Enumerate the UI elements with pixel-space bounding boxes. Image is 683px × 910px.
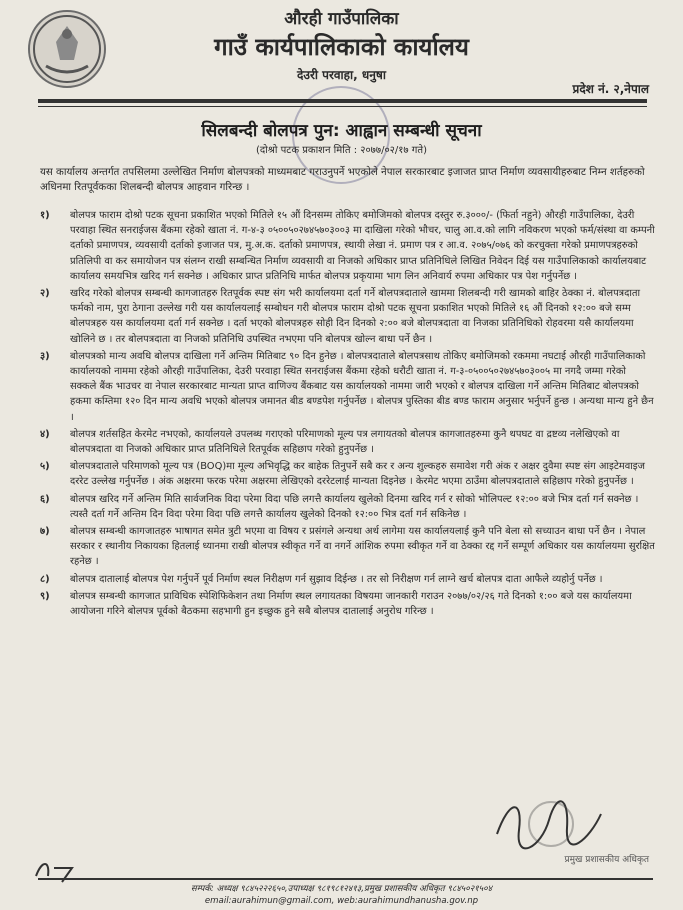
item-text: बोलपत्र शर्तसहित केरमेट नभएको, कार्यालयले उपलब्ध गराएको परिमाणको मूल्य पत्र लगायतको बोलपत्र कागजातहरुमा कुनै थपघट वा द्रष्टव्य नलेखिएको वा बोलपत्रदाता वा निजको अधिकार प्राप्त प्रतिनिधिले रितपूर्वक सहिछाप गरेको हुनुपर्नेछ । <box>70 428 620 456</box>
header-rule-thin <box>38 106 647 107</box>
item-number: ९) <box>40 590 50 602</box>
footer-web: email:aurahimun@gmail.com, web:aurahimundhanusha.gov.np <box>204 896 479 906</box>
item-number: २) <box>40 288 50 300</box>
notice-title: सिलबन्दी बोलपत्र पुन: आह्वान सम्बन्धी सूचना <box>201 121 482 141</box>
item-number: ५) <box>40 461 50 473</box>
signatory-title: प्रमुख प्रशासकीय अधिकृत <box>564 855 649 865</box>
item-number: ८) <box>40 573 50 585</box>
list-item <box>40 492 655 522</box>
item-number: ३) <box>40 350 50 362</box>
office-name: गाउँ कार्यपालिकाको कार्यालय <box>214 33 469 61</box>
list-item <box>40 572 655 587</box>
list-item <box>40 589 655 619</box>
footer-rule <box>38 878 653 880</box>
signature-scribble <box>489 790 609 852</box>
list-item <box>40 524 655 570</box>
office-address: देउरी परवाहा, धनुषा <box>297 68 386 82</box>
municipality-name: औरही गाउँपालिका <box>284 9 399 29</box>
item-number: ४) <box>40 428 50 440</box>
item-text: बोलपत्र दातालाई बोलपत्र पेश गर्नुपर्ने पूर्व निर्माण स्थल निरीक्षण गर्न सुझाव दिईन्छ । तर सो निरीक्षण गर्न लाग्ने खर्च बोलपत्र दाता आफैले व्यहोर्नु पर्नेछ । <box>70 573 603 585</box>
header-rule-thick <box>38 99 647 103</box>
conditions-list <box>40 208 655 621</box>
list-item <box>40 459 655 489</box>
province-label: प्रदेश नं. २,नेपाल <box>572 82 649 96</box>
list-item <box>40 286 655 347</box>
item-number: ६) <box>40 493 50 505</box>
item-text: बोलपत्र सम्बन्धी कागजात प्राविधिक स्पेशिफिकेशन तथा निर्माण स्थल लगायतका विषयमा जानकारी गराउन २०७७/०२/२६ गते दिनको १:०० बजे यस कार्यालयमा आयोजना गरिने बोलपत्र पूर्वको बैठकमा सहभागी हुन इच्छुक हुने सबै बोलपत्र दातालाई अनुरोध गरिन्छ । <box>70 590 632 618</box>
footer-contact <box>0 883 683 907</box>
item-number: ७) <box>40 526 50 538</box>
item-text: खरिद गरेको बोलपत्र सम्बन्धी कागजातहरु रितपूर्वक स्पष्ट संग भरी कार्यालयमा दर्ता गर्ने बोलपत्रदाताले खाममा शिलबन्दी गरी खामको बाहिर ठेक्का नं. बोलपत्रदाता फर्मको नाम, पुरा ठेगाना उल्लेख गरी यस कार्यालयलाई सम्बोधन गरी बोलपत्र फाराम दोश्रो पटक सूचना प्रकाशित भएको मितिले १६ औं दिनको १२:०० बजे सम्म बोलपत्रहरु यस कार्यालयमा दर्ता गर्न सक्नेछ । दर्ता भएको बोलपत्रहरु सोही दिन दिनको २:०० बजे बोलपत्रदाता वा निजका प्रतिनिधिको रोहवरमा यसै कार्यालयमा खोलिने छ । तर बोलपत्रदाता वा निजको प्रतिनिधि उपस्थित नभएमा पनि बोलपत्र खोल्न बाधा पर्ने छैन । <box>70 288 641 345</box>
list-item <box>40 208 655 284</box>
list-item <box>40 427 655 457</box>
item-text: बोलपत्रदाताले परिमाणको मूल्य पत्र (BOQ)मा मूल्य अभिवृद्धि कर बाहेक तिनुपर्ने सबै कर र अन्य शुल्कहरु समावेश गरी अंक र अक्षर दुवैमा स्पष्ट संग आइटेमवाइज दररेट उल्लेख गर्नुपर्नेछ । अंक अक्षरमा फरक परेमा अक्षरमा लेखिएको दररेटलाई मान्यता दिइनेछ । केरमेट भएमा ठाउँमा बोलपत्रदाताले सहिछाप गरेको हुनुपर्नेछ । <box>70 461 645 488</box>
item-text: बोलपत्र खरिद गर्ने अन्तिम मिति सार्वजनिक विदा परेमा विदा पछि लगत्तै कार्यालय खुलेको दिनमा खरिद गर्न र सोको भोलिपल्ट १२:०० बजे भित्र दर्ता गर्न सक्नेछ । त्यस्तै दर्ता गर्ने अन्तिम दिन विदा परेमा विदा पछि लगत्तै कार्यालय खुलेको दिनको १२:०० भित्र दर्ता गर्न सकिनेछ । <box>70 493 639 520</box>
footer-phone: सम्पर्क: अध्यक्ष ९८४५२२२६५०,उपाध्यक्ष ९८१९८१२४१३,प्रमुख प्रशासकीय अधिकृत ९८४५०२१५०४ <box>190 884 493 894</box>
item-text: बोलपत्र सम्बन्धी कागजातहरु भाषागत समेत त्रुटी भएमा वा विषय र प्रसंगले अन्यथा अर्थ लागेमा यस कार्यालयलाई कुनै पनि बेला सो सच्याउन बाधा पर्ने छैन । नेपाल सरकार र स्थानीय निकायका हितलाई ध्यानमा राखी बोलपत्र स्वीकृत गर्ने वा नगर्ने आंशिक रुपमा स्वीकृत गर्ने वा ठेक्का रद्द गर्ने सम्पूर्ण अधिकार यस कार्यालयमा सुरक्षित रहनेछ । <box>70 526 655 568</box>
list-item <box>40 349 655 425</box>
notice-subtitle: (दोश्रो पटक प्रकाशन मिति : २०७७/०२/१७ गते) <box>255 145 428 156</box>
item-text: बोलपत्रको मान्य अवधि बोलपत्र दाखिला गर्ने अन्तिम मितिबाट ९० दिन हुनेछ । बोलपत्रदाताले बोलपत्रसाथ तोकिए बमोजिमको रकममा नघटाई औरही गाउँपालिकाको कार्यालयको नाममा रहेको औरही गाउँपालिका, देउरी परवाहा स्थित सनराईजस बैंकमा रहेको धरौटी खाता नं. ग-३-०५००५०२७४५७०३००५ मा नगदै जम्मा गरेको सक्कले बैंक भाउचर वा नेपाल सरकारबाट मान्यता प्राप्त वाणिज्य बैंकबाट यस कार्यालयको नाममा जारी भएको र बोलपत्र दाखिला गर्ने अन्तिम मितिबाट बोलपत्रको हकमा कम्तिमा १२० दिन मान्य अवधि भएको बोलपत्र जमानत बीड बण्डपेश गर्नुपर्नेछ । बोलपत्र पुस्तिका बीड बण्ड फाराम अनुसार भर्नुपर्ने हुन्छ । अन्यथा मान्य हुने छैन । <box>70 350 654 423</box>
item-text: बोलपत्र फाराम दोश्रो पटक सूचना प्रकाशित भएको मितिले १५ औं दिनसम्म तोकिए बमोजिमको बोलपत्र दस्तुर रु.३०००/- (फिर्ता नहुने) औरही गाउँपालिका, देउरी परवाहा स्थित सनराईजस बैंकमा रहेको खाता नं. ग-४-३ ०५००५०२७४५७०३००३ मा दाखिला गरेको भौचर, चालु आ.व.को लागि नविकरण भएको फर्म/संस्था वा कम्पनी दर्ताको प्रमाणपत्र, व्यवसायी दर्ताको इजाजत पत्र, मु.अ.क. दर्ताको प्रमाणपत्र, स्थायी लेखा नं. प्रमाण पत्र र आ.व. २०७५/०७६ को करचुक्ता गरेको प्रमाणपत्रहरुको प्रतिलिपी वा कर समायोजन पत्र संलग्न राखी सम्बन्धित निर्माण व्यवसायी वा निजको अधिकार प्राप्त प्रतिनिधिले लिखित निवेदन दिई यस गाउँपालिकाको कार्यालयबाट कार्यालय समयभित्र खरिद गर्न सक्नेछ । अधिकार प्राप्त प्रतिनिधि मार्फत बोलपत्र प्रकृयामा भाग लिन अनिवार्य रुपमा अधिकार पत्र पेश गर्नुपर्नेछ । <box>70 210 655 282</box>
notice-intro: यस कार्यालय अन्तर्गत तपसिलमा उल्लेखित निर्माण बोलपत्रको माध्यमबाट गराउनुपर्ने भएकोले नेपाल सरकारबाट इजाजत प्राप्त निर्माण व्यवसायीहरुबाट निम्न शर्तहरुको अधिनमा रितपूर्वकका शिलबन्दी बोलपत्र आहवान गरिन्छ । <box>40 167 645 193</box>
item-number: १) <box>40 210 50 221</box>
